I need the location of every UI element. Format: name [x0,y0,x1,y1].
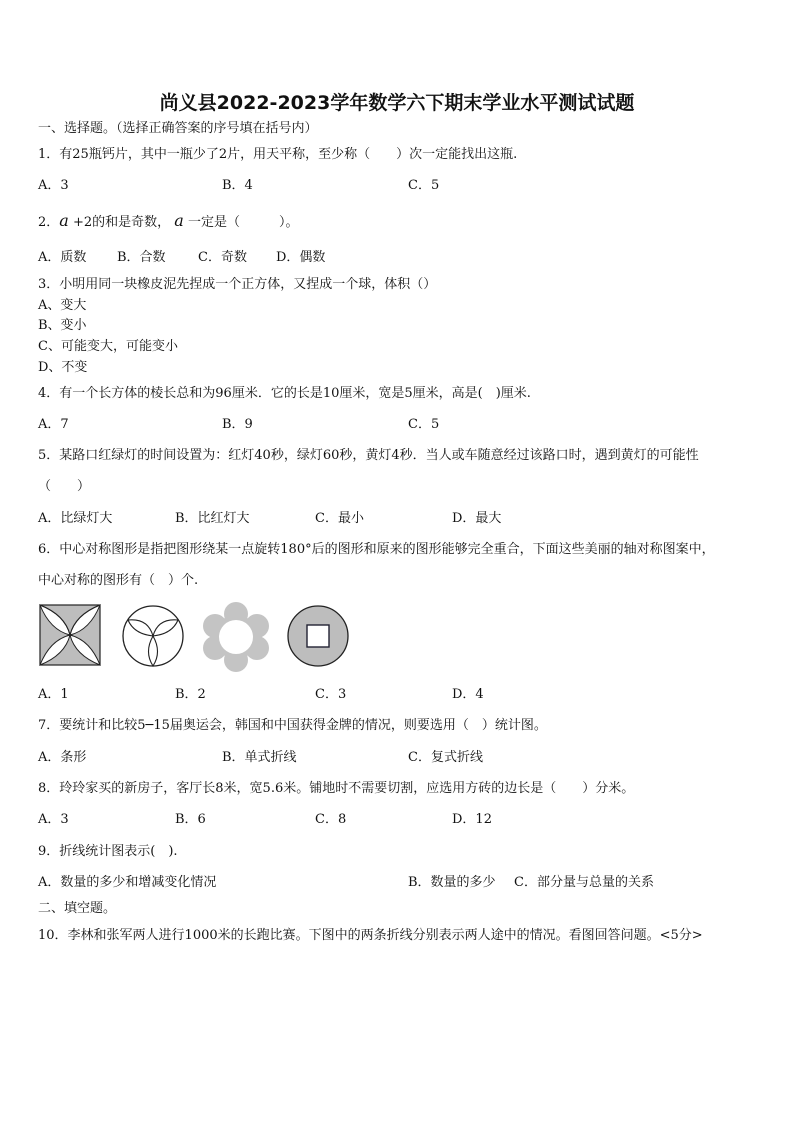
page-title: 尚义县2022-2023学年数学六下期末学业水平测试试题 [159,92,635,114]
question-5-text-2: （ ） [38,479,91,494]
q2-option-d: D．偶数 [276,250,326,265]
q1-option-a: A．3 [38,178,69,193]
figure-coin-square-hole [286,600,352,668]
q4-option-b: B．9 [222,417,253,432]
question-7-text: 7．要统计和比较5─15届奥运会，韩国和中国获得金牌的情况，则要选用（ ）统计图。 [38,718,547,733]
q2-option-a: A．质数 [38,250,87,265]
question-6-text: 6．中心对称图形是指把图形绕某一点旋转180°后的图形和原来的图形能够完全重合，下面这些美丽的轴对称图案中， [38,542,715,557]
q4-option-a: A．7 [38,417,69,432]
q8-option-a: A．3 [38,812,69,827]
question-6-text-2: 中心对称的图形有（ ）个. [38,573,199,588]
q3-option-c: C、可能变大，可能变小 [38,339,178,354]
q2-number: 2． [38,215,60,230]
q2-option-b: B．合数 [117,250,166,265]
q2-variable-a: a [59,211,69,230]
q6-option-b: B．2 [175,687,206,702]
q6-figures [38,600,368,674]
question-8-text: 8．玲玲家买的新房子，客厅长8米，宽5.6米。铺地时不需要切割，应选用方砖的边长是（ ）分米。 [38,781,635,796]
q5-option-b: B．比红灯大 [175,511,250,526]
q1-option-c: C．5 [408,178,440,193]
q7-option-a: A．条形 [38,750,87,765]
q1-option-b: B．4 [222,178,253,193]
q7-option-b: B．单式折线 [222,750,297,765]
q2-option-c: C．奇数 [198,250,247,265]
section-heading-fill: 二、填空题。 [38,901,117,916]
q4-option-c: C．5 [408,417,440,432]
q3-option-b: B、变小 [38,318,87,333]
q2-middle: +2的和是奇数， [72,215,171,230]
q9-option-a: A．数量的多少和增减变化情况 [38,875,217,890]
question-3-text: 3．小明用同一块橡皮泥先捏成一个正方体，又捏成一个球，体积（） [38,277,437,292]
q9-option-b: B．数量的多少 [408,875,496,890]
q7-option-c: C．复式折线 [408,750,483,765]
q8-option-b: B．6 [175,812,206,827]
question-10-text: 10．李林和张军两人进行1000米的长跑比赛。下图中的两条折线分别表示两人途中的情况。看图回答问题。<5分> [38,928,703,943]
q5-option-d: D．最大 [452,511,502,526]
q6-option-d: D．4 [452,687,484,702]
q2-variable-a-2: a [174,211,184,230]
section-heading-choice: 一、选择题。（选择正确答案的序号填在括号内） [38,121,318,136]
figure-six-petal-flower [201,600,271,672]
question-1-text: 1．有25瓶钙片，其中一瓶少了2片，用天平称，至少称（ ）次一定能找出这瓶. [38,147,518,162]
figure-square-petals [38,600,104,666]
q8-option-d: D．12 [452,812,492,827]
q6-option-a: A．1 [38,687,69,702]
question-5-text: 5．某路口红绿灯的时间设置为：红灯40秒，绿灯60秒，黄灯4秒．当人或车随意经过该路口时，遇到黄灯的可能性 [38,448,699,463]
q2-end: 一定是（ ）。 [187,215,299,230]
q9-option-c: C．部分量与总量的关系 [514,875,654,890]
q5-option-c: C．最小 [315,511,364,526]
q3-option-d: D、不变 [38,360,88,375]
question-4-text: 4．有一个长方体的棱长总和为96厘米．它的长是10厘米，宽是5厘米，高是( )厘米. [38,386,531,401]
q6-option-c: C．3 [315,687,347,702]
q3-option-a: A、变大 [38,298,87,313]
q5-option-a: A．比绿灯大 [38,511,113,526]
q8-option-c: C．8 [315,812,347,827]
question-2-text [38,212,298,232]
question-9-text: 9．折线统计图表示( ). [38,844,178,859]
figure-circle-three-leaves [120,600,186,668]
